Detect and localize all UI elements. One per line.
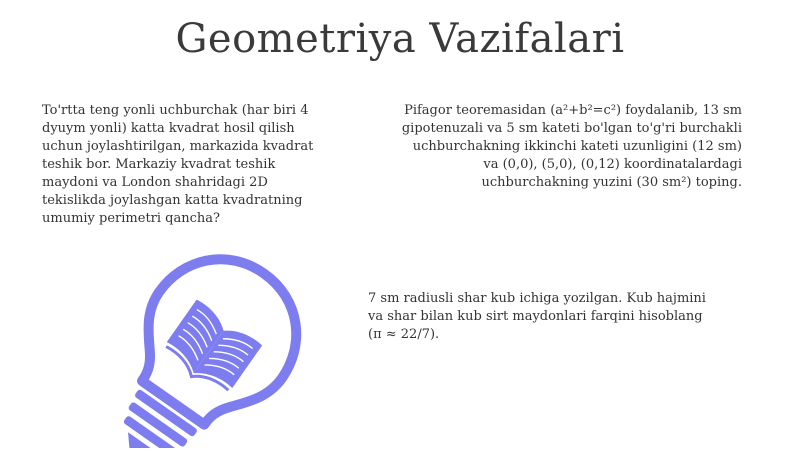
lightbulb-with-book-icon xyxy=(95,248,315,448)
task-text-2: Pifagor teoremasidan (a²+b²=c²) foydalanib, 13 sm gipotenuzali va 5 sm kateti bo'lgan to'g'ri burchakli uchburchakning ikkinchi kateti uzunligini (12 sm) va (0,0), (5,0), (0,12) koordinatalardagi uchburchakning yuzini (30 sm²) toping. xyxy=(401,103,742,190)
task-text-1: To'rtta teng yonli uchburchak (har biri 4 dyuym yonli) katta kvadrat hosil qilish uchun joylashtirilgan, markazida kvadrat teshik bor. Markaziy kvadrat teshik maydoni va London shahridagi 2D tekislikda joylashgan katta kvadratning umumiy perimetri qancha? xyxy=(42,103,314,226)
book-icon xyxy=(159,299,263,400)
task-text-3: 7 sm radiusli shar kub ichiga yozilgan. Kub hajmini va shar bilan kub sirt maydonlari farqini hisoblang (π ≈ 22/7). xyxy=(368,291,706,342)
page-title: Geometriya Vazifalari xyxy=(175,16,625,62)
